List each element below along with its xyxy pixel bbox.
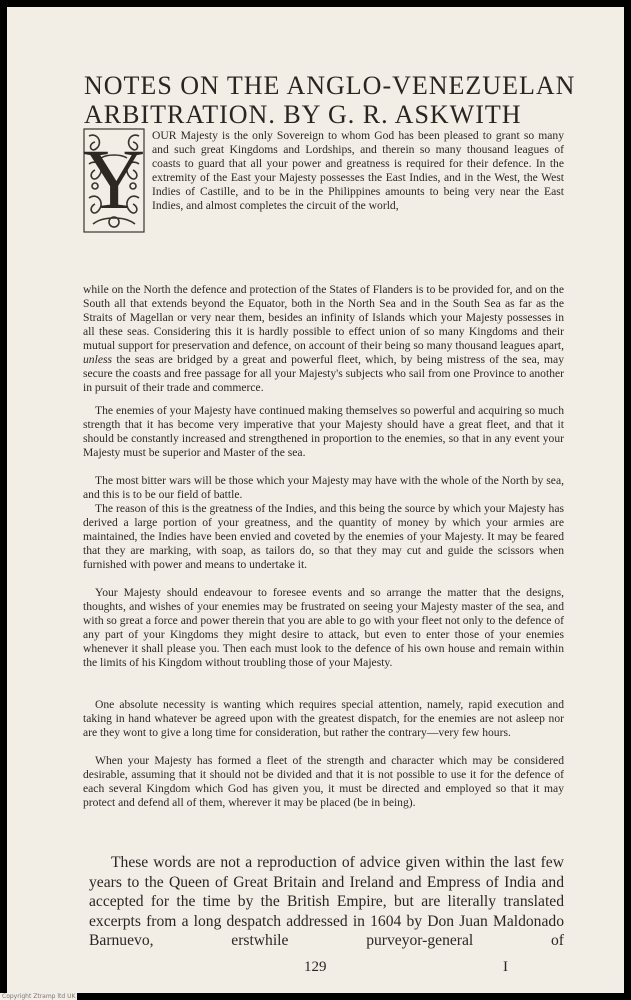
signature-mark: I: [503, 959, 508, 975]
paragraph-2: The enemies of your Majesty have continued making themselves so powerful and acquiring so much strength that it has become very imperative that your Majesty should have a great fleet, and that it should be constantly increased and strengthened in proportion to the enemies, so that in any event your Majesty must be superior and Master of the sea.: [83, 404, 564, 459]
page-number: 129: [304, 959, 327, 975]
dropcap-letter: Y: [83, 131, 145, 227]
copyright-watermark: Copyright Ztramp ltd UK: [2, 993, 76, 1000]
paragraph-1-tail: [83, 283, 564, 395]
paragraph-3: The most bitter wars will be those which your Majesty may have with the whole of the North by sea, and this is to be our field of battle.: [83, 474, 564, 501]
paragraph-7: When your Majesty has formed a fleet of the strength and character which may be considered desirable, assuming that it should not be divided and that it is not possible to use it for the defence of each several Kingdom which God has given you, it must be directed and employed so that it may protect and defend all of them, wherever it may be placed (be in being).: [83, 754, 564, 809]
paragraph-1-tail-b: the seas are bridged by a great and powerful fleet, which, by being mistress of the sea, may secure the coasts and free passage for all your Majesty's subjects who sail from one Province to another in pursuit of their trade and commerce.: [83, 353, 564, 394]
ornamental-dropcap-y: [83, 128, 145, 233]
body-paragraph: These words are not a reproduction of advice given within the last few years to the Queen of Great Britain and Ireland and Empress of India and accepted for the time by the British Empire, but are literally translated excerpts from a long despatch addressed in 1604 by Don Juan Maldonado Barnuevo, erstwhile purveyor-general of: [89, 854, 564, 949]
document-page: [7, 7, 624, 993]
paragraph-5: Your Majesty should endeavour to foresee events and so arrange the matter that the designs, thoughts, and wishes of your enemies may be frustrated on seeing your Majesty master of the sea, and with so great a force and power therein that you are able to go with your fleet not only to the defence of any part of your Kingdoms they might desire to attack, but even to enter those of your enemies whenever it shall please you. Then each must look to the defence of his own house and remain within the limits of his Kingdom without troubling those of your Majesty.: [83, 586, 564, 669]
paragraph-1-italic: unless: [83, 353, 112, 366]
paragraph-1-head: OUR Majesty is the only Sovereign to whom God has been pleased to grant so many and such great Kingdoms and Lordships, and therein so many thousand leagues of coasts to guard that all your power and greatness is required for their defence. In the extremity of the East your Majesty possesses the East Indies, and in the West, the West Indies of Castille, and to be in the Philippines amounts to being very near the East Indies, and almost completes the circuit of the world,: [152, 129, 564, 212]
title-line-2: ARBITRATION. BY G. R. ASKWITH: [84, 100, 522, 129]
title-line-1: NOTES ON THE ANGLO-VENEZUELAN: [84, 71, 576, 100]
article-title: [84, 71, 584, 129]
paragraph-1-tail-a: while on the North the defence and protection of the States of Flanders is to be provided for, and on the South all that extends beyond the Equator, both in the North Sea and in the South Sea as far as the Straits of Magellan or very near them, besides an infinity of Islands which your Majesty possesses in all these seas. Considering this it is hardly possible to effect union of so many Kingdoms and their mutual support for preservation and defence, on account of their being so many thousand leagues apart,: [83, 283, 564, 352]
paragraph-6: One absolute necessity is wanting which requires special attention, namely, rapid execution and taking in hand whatever be agreed upon with the greatest dispatch, for the enemies are not asleep nor are they wont to give a long time for consideration, but rather the contrary—very few hours.: [83, 698, 564, 739]
paragraph-4: The reason of this is the greatness of the Indies, and this being the source by which your Majesty has derived a large portion of your greatness, and the quantity of money by which your armies are maintained, the Indies have been envied and coveted by the enemies of your Majesty. It may be feared that they are marking, with soap, as tailors do, so that they may cut and guide the scissors when furnished with power and means to undertake it.: [83, 502, 564, 571]
